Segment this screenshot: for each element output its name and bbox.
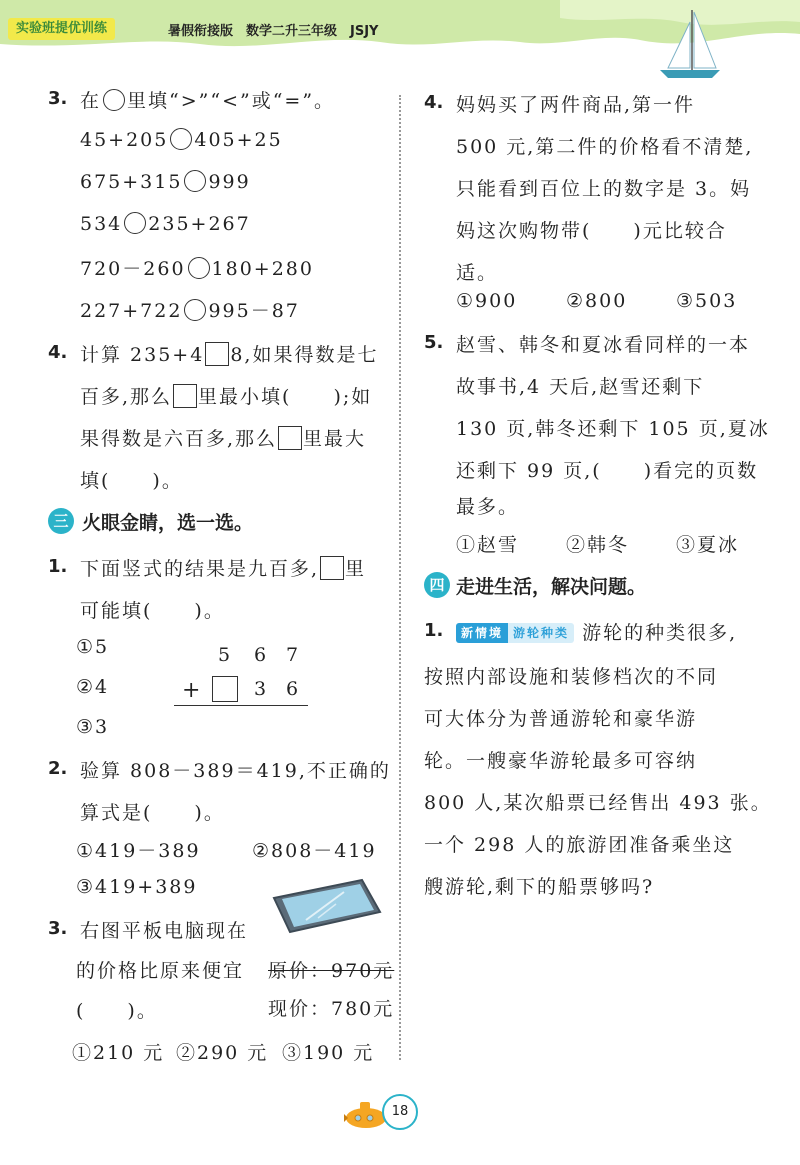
option[interactable]: ②韩冬: [566, 534, 630, 556]
question-number: 1.: [48, 556, 68, 577]
plus-sign: +: [182, 678, 201, 703]
option[interactable]: ①210 元: [72, 1042, 165, 1064]
section-badge: 四: [424, 572, 450, 598]
sum-line: [174, 705, 308, 706]
option[interactable]: ③419+389: [76, 876, 198, 898]
answer-box[interactable]: [173, 384, 197, 408]
page-number: 18: [382, 1094, 418, 1130]
series-tag: 实验班提优训练: [8, 18, 115, 40]
option[interactable]: ①赵雪: [456, 534, 520, 556]
question-line: 赵雪、韩冬和夏冰看同样的一本: [456, 334, 751, 356]
vertical-digit: 7: [286, 644, 299, 666]
answer-circle[interactable]: [184, 299, 206, 321]
question-line: 填( )。: [80, 470, 183, 492]
question-line: 妈这次购物带( )元比较合: [456, 220, 727, 242]
answer-box[interactable]: [212, 676, 238, 702]
boat-hull: [660, 70, 720, 78]
question-line: 妈妈买了两件商品,第一件: [456, 94, 696, 116]
answer-box[interactable]: [205, 342, 229, 366]
question-line: 可能填( )。: [80, 600, 225, 622]
topic-tag: 游轮种类: [508, 623, 574, 643]
compare-circle: [103, 89, 125, 111]
question-line: 下面竖式的结果是九百多, 里: [80, 558, 367, 580]
question-stem: 在 里填“>”“<”或“=”。: [80, 90, 336, 112]
option[interactable]: ②808－419: [252, 840, 377, 862]
section-badge: 三: [48, 508, 74, 534]
question-line: 可大体分为普通游轮和豪华游: [424, 708, 698, 730]
question-line: 百多,那么 里最小填( );如: [80, 386, 373, 408]
question-line: 130 页,韩冬还剩下 105 页,夏冰: [456, 418, 770, 440]
header-title: 暑假衔接版 数学二升三年级 JSJY: [168, 24, 379, 39]
compare-row: 534 235+267: [80, 213, 251, 235]
question-number: 5.: [424, 332, 444, 353]
current-price: 现价：780元: [268, 998, 395, 1020]
question-line: 计算 235+4 8,如果得数是七: [80, 344, 379, 366]
option[interactable]: ①900: [456, 290, 518, 312]
answer-circle[interactable]: [184, 170, 206, 192]
option[interactable]: ②800: [566, 290, 628, 312]
header-decoration: [0, 0, 800, 80]
question-line: 验算 808－389＝419,不正确的: [80, 760, 391, 782]
question-number: 3.: [48, 88, 68, 109]
vertical-digit: 6: [286, 678, 299, 700]
question-line: 轮。一艘豪华游轮最多可容纳: [424, 750, 698, 772]
question-line: 右图平板电脑现在: [80, 920, 249, 942]
option[interactable]: ③503: [676, 290, 738, 312]
section-title: 走进生活，解决问题。: [456, 576, 647, 598]
question-line: 按照内部设施和装修档次的不同: [424, 666, 719, 688]
option[interactable]: ③190 元: [282, 1042, 375, 1064]
question-line: 500 元,第二件的价格看不清楚,: [456, 136, 754, 158]
answer-circle[interactable]: [170, 128, 192, 150]
question-number: 1.: [424, 620, 444, 641]
answer-circle[interactable]: [124, 212, 146, 234]
vertical-digit: 5: [218, 644, 231, 666]
question-number: 4.: [424, 92, 444, 113]
answer-box: [320, 556, 344, 580]
question-line: ( )。: [76, 1000, 158, 1022]
question-line: 适。: [456, 262, 499, 284]
question-line: 的价格比原来便宜: [76, 960, 245, 982]
question-number: 4.: [48, 342, 68, 363]
question-line: 艘游轮,剩下的船票够吗?: [424, 876, 655, 898]
question-line: 果得数是六百多,那么 里最大: [80, 428, 367, 450]
question-line: 800 人,某次船票已经售出 493 张。: [424, 792, 772, 814]
option[interactable]: ①5: [76, 636, 110, 658]
question-number: 2.: [48, 758, 68, 779]
compare-row: 45+205 405+25: [80, 129, 283, 151]
option[interactable]: ③夏冰: [676, 534, 740, 556]
section-title: 火眼金睛，选一选。: [82, 512, 254, 534]
original-price: 原价：970元: [268, 960, 395, 982]
question-number: 3.: [48, 918, 68, 939]
compare-row: 675+315 999: [80, 171, 251, 193]
answer-circle[interactable]: [188, 257, 210, 279]
vertical-digit: 3: [254, 678, 267, 700]
option[interactable]: ③3: [76, 716, 110, 738]
question-line: 还剩下 99 页,( )看完的页数: [456, 460, 759, 482]
question-line: 一个 298 人的旅游团准备乘坐这: [424, 834, 735, 856]
option[interactable]: ①419－389: [76, 840, 201, 862]
column-divider: [399, 95, 401, 1060]
question-line: 只能看到百位上的数字是 3。妈: [456, 178, 752, 200]
tablet-image: [266, 876, 384, 936]
answer-box[interactable]: [278, 426, 302, 450]
option[interactable]: ②290 元: [176, 1042, 269, 1064]
compare-row: 227+722 995－87: [80, 300, 300, 322]
option[interactable]: ②4: [76, 676, 110, 698]
question-line: 故事书,4 天后,赵雪还剩下: [456, 376, 705, 398]
page-header: [0, 0, 800, 80]
question-line: 最多。: [456, 496, 520, 518]
new-scenario-tag: 新情境: [456, 623, 508, 643]
vertical-digit: 6: [254, 644, 267, 666]
question-line: 新情境 游轮种类 游轮的种类很多,: [456, 618, 737, 645]
question-line: 算式是( )。: [80, 802, 225, 824]
compare-row: 720－260 180+280: [80, 258, 314, 280]
